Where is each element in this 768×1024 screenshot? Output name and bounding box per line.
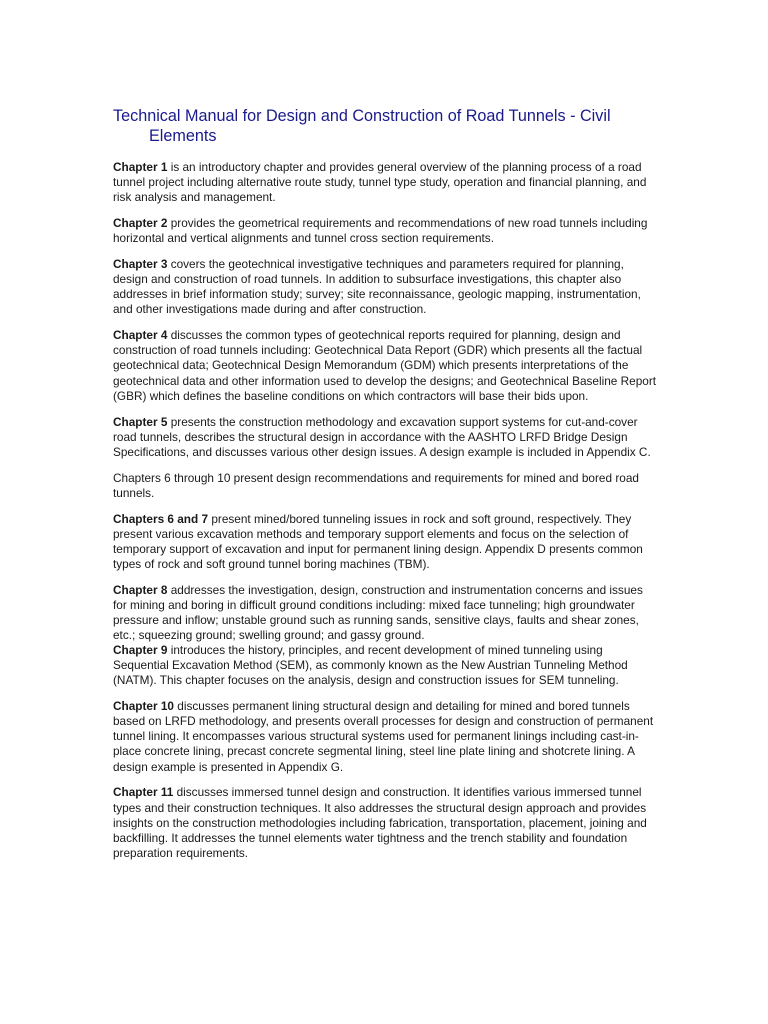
chapter-1-lead: Chapter 1 — [113, 160, 168, 174]
paragraph-chapter-2 — [113, 216, 658, 246]
paragraph-chapter-3 — [113, 257, 658, 317]
chapter-3-lead: Chapter 3 — [113, 257, 168, 272]
chapter-2-lead: Chapter 2 — [113, 216, 168, 231]
chapter-9-text: introduces the history, principles, and recent development of mined tunneling using Sequential Excavation Method (SEM), as commonly known as the New Austrian Tunneling Method (NATM). This chapter focuses on the analysis, design and construction issues for SEM tunneling. — [113, 643, 628, 688]
paragraph-chapter-11 — [113, 785, 658, 860]
paragraph-chapter-8 — [113, 583, 658, 643]
chapter-11-lead: Chapter 11 — [113, 785, 174, 800]
paragraph-chapter-9 — [113, 643, 658, 688]
chapter-8-lead: Chapter 8 — [113, 582, 168, 597]
paragraph-chapter-10 — [113, 699, 658, 774]
chapter-4-lead: Chapter 4 — [113, 328, 168, 343]
chapters-6-7-lead: Chapters 6 and 7 — [113, 511, 209, 526]
chapter-8-text: addresses the investigation, design, construction and instrumentation concerns and issues for mining and boring in difficult ground conditions including: mixed face tunneling; high groundwater pressure and inflow; unstable ground such as running sands, sensitive clays, faults and shear zones, etc.; squeezing ground; swelling ground; and gassy ground. — [113, 582, 643, 643]
chapters-6-7-text: present mined/bored tunneling issues in rock and soft ground, respectively. They present various excavation methods and temporary support elements and focus on the selection of temporary support of excavation and input for permanent lining design. Appendix D presents common types of rock and soft ground tunnel boring machines (TBM). — [113, 511, 643, 571]
chapter-2-text: provides the geometrical requirements and recommendations of new road tunnels including horizontal and vertical alignments and tunnel cross section requirements. — [113, 216, 648, 246]
chapter-5-text: presents the construction methodology and excavation support systems for cut-and-cover road tunnels, describes the structural design in accordance with the AASHTO LRFD Bridge Design Specifications, and discusses various other design issues. A design example is included in Appendix C. — [113, 414, 651, 459]
chapter-3-text: covers the geotechnical investigative techniques and parameters required for planning, design and construction of road tunnels. In addition to subsurface investigations, this chapter also addresses in brief information study; survey; site reconnaissance, geologic mapping, instrumentation, and other investigations made during and after construction. — [113, 257, 641, 317]
paragraph-chapter-5 — [113, 415, 658, 460]
paragraph-chapter-1 — [113, 160, 658, 205]
chapters-6-10-text: Chapters 6 through 10 present design recommendations and requirements for mined and bored road tunnels. — [113, 470, 639, 500]
paragraph-chapters-6-7 — [113, 512, 658, 572]
document-page — [113, 106, 658, 872]
paragraph-chapter-4 — [113, 328, 658, 403]
chapter-4-text: discusses the common types of geotechnical reports required for planning, design and construction of road tunnels including: Geotechnical Data Report (GDR) which presents all the factual geotechnical data; Geotechnical Design Memorandum (GDM) which presents interpretations of the geotechnical data and other information used to develop the designs; and Geotechnical Baseline Report (GBR) which defines the baseline conditions on which contractors will base their bids upon. — [113, 328, 657, 403]
chapter-5-lead: Chapter 5 — [113, 414, 168, 429]
chapter-1-text: is an introductory chapter and provides general overview of the planning process of a road tunnel project including alternative route study, tunnel type study, operation and financial planning, and risk analysis and management. — [113, 160, 647, 205]
paragraph-chapters-6-10 — [113, 471, 658, 501]
chapter-11-text: discusses immersed tunnel design and construction. It identifies various immersed tunnel types and their construction techniques. It also addresses the structural design approach and provides insights on the construction methodologies including fabrication, transportation, placement, joining and backfilling. It addresses the tunnel elements water tightness and the trench stability and foundation preparation requirements. — [113, 785, 647, 860]
chapter-10-lead: Chapter 10 — [113, 699, 174, 714]
chapter-9-lead: Chapter 9 — [113, 643, 168, 658]
document-title: Technical Manual for Design and Construction of Road Tunnels - Civil Elements — [113, 107, 611, 145]
chapter-10-text: discusses permanent lining structural design and detailing for mined and bored tunnels based on LRFD methodology, and presents overall processes for design and construction of permanent tunnel lining. It encompasses various structural systems used for permanent linings including cast-in-place concrete lining, precast concrete segmental lining, steel line plate lining and shotcrete lining. A design example is presented in Appendix G. — [113, 699, 654, 774]
